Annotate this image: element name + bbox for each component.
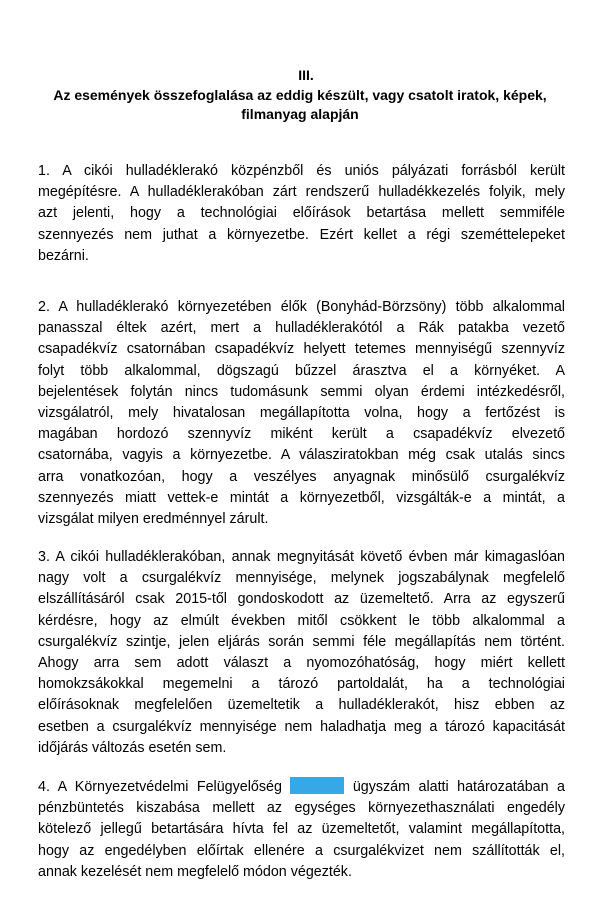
list-item-4: [38, 777, 565, 883]
paragraph-line: arra vonatkozóan, hogy a veszélyes anyagnak minősülő csurgalékvíz: [38, 468, 565, 485]
paragraph-line: [38, 777, 565, 798]
paragraph-line: hogy az engedélyben előírtak ellenére a csurgalékvizet nem szállították el,: [38, 842, 565, 859]
paragraph-line: szennyezés nem juthat a környezetbe. Ezért kellet a régi szeméttelepeket: [38, 226, 565, 243]
section-title-line-2: filmanyag alapján: [241, 106, 359, 122]
paragraph-line: időjárás változás esetén sem.: [38, 739, 227, 756]
paragraph-line: vizsgálat milyen eredménnyel zárult.: [38, 510, 269, 527]
paragraph-line: azt jelenti, hogy a technológiai előírások betartása mellett semmiféle: [38, 205, 565, 222]
line-text-after-redaction: ügyszám alatti határozatában a: [352, 779, 565, 795]
paragraph-line: csapadékvíz csatornában csapadékvíz helyett tetemes mennyiségű szennyvíz: [38, 341, 565, 358]
paragraph-line: kérdésre, hogy az elmúlt években mitől csökkent le több alkalommal a: [38, 612, 565, 629]
paragraph-line: csatornába, vagyis a környezetbe. A válasziratokban még csak utalás sincs: [38, 447, 565, 464]
section-number: III.: [298, 67, 314, 83]
paragraph-line: folyt több alkalommal, dögszagú bűzzel árasztva el a környéket. A: [38, 362, 565, 379]
paragraph-line: bejelentések folytán nincs tudomásunk semmi olyan érdemi intézkedésről,: [38, 383, 565, 400]
paragraph-line: vizsgálatról, mely hivatalosan megállapította volna, hogy a fertőzést is: [38, 404, 565, 421]
paragraph-line: megépítésre. A hulladéklerakóban zárt rendszerű hulladékkezelés folyik, mely: [38, 184, 565, 201]
paragraph-line: nagy volt a csurgalékvíz mennyisége, melynek jogszabálynak megfelelő: [38, 570, 565, 587]
paragraph-line: pénzbüntetés kiszabása mellett az egységes környezethasználati engedély: [38, 800, 565, 817]
line-text-before-redaction: 4. A Környezetvédelmi Felügyelőség: [38, 779, 282, 795]
paragraph-line: annak kezelését nem megfelelő módon végezték.: [38, 863, 352, 880]
paragraph-line: szennyezés miatt vettek-e mintát a környezetből, vizsgálták-e a mintát, a: [38, 489, 565, 506]
paragraph-line: Ahogy arra sem adott választ a nyomozóhatóság, hogy miért kellett: [38, 654, 565, 671]
list-item-2: [38, 297, 565, 530]
paragraph-line: homokzsákokkal megemelni a tározó partoldalát, ha a technológiai: [38, 676, 565, 693]
paragraph-line: 1. A cikói hulladéklerakó közpénzből és uniós pályázati forrásból került: [38, 163, 565, 179]
paragraph-line: csurgalékvíz szintje, jelen eljárás során semmi féle megállapítás nem történt.: [38, 633, 565, 650]
paragraph-line: bezárni.: [38, 247, 89, 264]
paragraph-line: 3. A cikói hulladéklerakóban, annak megnyitását követő évben már kimagaslóan: [38, 549, 565, 565]
paragraph-line: elszállításáról csak 2015-től gondoskodott az üzemeltető. Arra az egyszerű: [38, 591, 565, 608]
paragraph-line: panasszal éltek azért, mert a hulladéklerakótól a Rák patakba vezető: [38, 320, 565, 337]
redacted-case-number: [290, 777, 344, 794]
paragraph-line: esetben a csurgalékvíz mennyisége nem haladhatja meg a tározó kapacitását: [38, 718, 565, 735]
section-title-line-1: Az események összefoglalása az eddig készült, vagy csatolt iratok, képek,: [53, 87, 547, 103]
list-item-1: [38, 161, 565, 267]
paragraph-line: magában hordozó szennyvíz miként került a csapadékvíz elvezető: [38, 426, 565, 443]
paragraph-line: előírásoknak megfelelően üzemeltetik a hulladéklerakót, hisz ebben az: [38, 697, 565, 714]
list-item-3: [38, 547, 565, 759]
paragraph-line: kötelező jellegű betartására hívta fel az üzemeltetőt, valamint megállapította,: [38, 821, 565, 838]
paragraph-line: 2. A hulladéklerakó környezetében élők (Bonyhád-Börzsöny) több alkalommal: [38, 299, 565, 315]
